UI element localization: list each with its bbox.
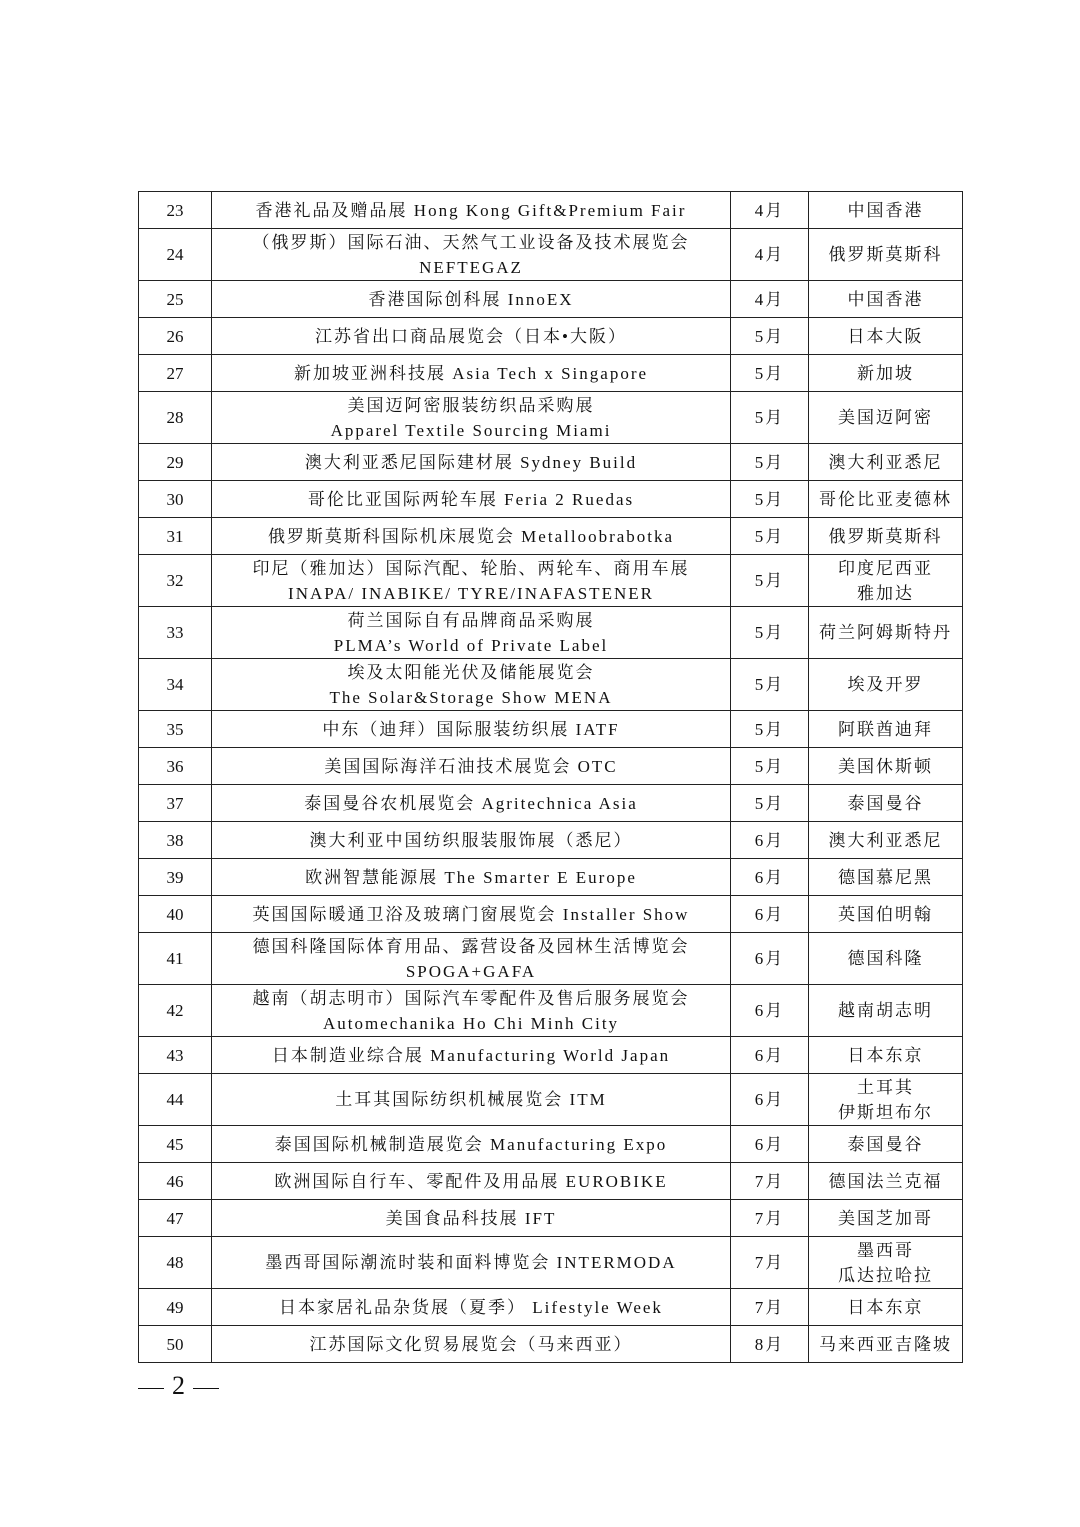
location-line: 澳大利亚悉尼 [828, 830, 943, 850]
table-row [139, 392, 963, 444]
exhibition-name-line: 土耳其国际纺织机械展览会 ITM [335, 1090, 607, 1109]
location-line: 英国伯明翰 [838, 904, 933, 924]
table-row [139, 896, 963, 933]
cell-location [809, 896, 963, 933]
exhibition-name-line: 日本家居礼品杂货展（夏季） Lifestyle Week [279, 1297, 663, 1317]
cell-number: 23 [139, 192, 212, 229]
cell-exhibition-name [212, 1289, 731, 1326]
cell-location [809, 822, 963, 859]
table-row [139, 748, 963, 785]
cell-month: 6月 [731, 933, 809, 985]
location-line: 哥伦比亚麦德林 [819, 489, 952, 509]
table-row [139, 1037, 963, 1074]
cell-month: 4月 [731, 192, 809, 229]
cell-exhibition-name [212, 933, 731, 985]
cell-exhibition-name [212, 1163, 731, 1200]
cell-month: 7月 [731, 1163, 809, 1200]
cell-location [809, 1074, 963, 1126]
page-number: 2 [172, 1371, 185, 1400]
table-row [139, 355, 963, 392]
table-row [139, 1074, 963, 1126]
cell-month: 6月 [731, 1126, 809, 1163]
location-line: 土耳其 [857, 1077, 914, 1097]
location-line: 泰国曼谷 [847, 1134, 924, 1154]
exhibition-name-line: 越南（胡志明市）国际汽车零配件及售后服务展览会 [252, 988, 690, 1008]
cell-month: 5月 [731, 518, 809, 555]
cell-location [809, 985, 963, 1037]
location-line: 日本大阪 [847, 326, 924, 346]
exhibition-name-line: 哥伦比亚国际两轮车展 Feria 2 Ruedas [307, 489, 635, 509]
location-line: 印度尼西亚 [838, 558, 933, 578]
cell-number: 36 [139, 748, 212, 785]
cell-exhibition-name [212, 659, 731, 711]
cell-location [809, 281, 963, 318]
table-row [139, 659, 963, 711]
exhibition-name-line: Apparel Textile Sourcing Miami [330, 420, 612, 440]
cell-exhibition-name [212, 748, 731, 785]
exhibition-name-line: 美国食品科技展 IFT [385, 1208, 557, 1228]
exhibition-name-line: 江苏国际文化贸易展览会（马来西亚） [309, 1334, 633, 1354]
exhibition-table [138, 191, 963, 1363]
cell-month: 5月 [731, 711, 809, 748]
cell-location [809, 785, 963, 822]
cell-number: 40 [139, 896, 212, 933]
cell-month: 5月 [731, 444, 809, 481]
cell-number: 44 [139, 1074, 212, 1126]
exhibition-name-line: 欧洲智慧能源展 The Smarter E Europe [305, 867, 637, 887]
table-row [139, 555, 963, 607]
table-row [139, 1200, 963, 1237]
cell-number: 33 [139, 607, 212, 659]
cell-number: 27 [139, 355, 212, 392]
cell-month: 5月 [731, 481, 809, 518]
cell-exhibition-name [212, 1037, 731, 1074]
cell-month: 4月 [731, 281, 809, 318]
cell-location [809, 659, 963, 711]
cell-month: 5月 [731, 355, 809, 392]
exhibition-name-line: 中东（迪拜）国际服装纺织展 IATF [322, 719, 620, 739]
exhibition-name-line: 美国迈阿密服装纺织品采购展 [347, 395, 595, 415]
cell-exhibition-name [212, 229, 731, 281]
cell-location [809, 555, 963, 607]
location-line: 瓜达拉哈拉 [838, 1265, 933, 1285]
cell-number: 38 [139, 822, 212, 859]
cell-location [809, 355, 963, 392]
exhibition-name-line: PLMA’s World of Private Label [333, 635, 609, 655]
cell-number: 32 [139, 555, 212, 607]
location-line: 日本东京 [847, 1045, 924, 1065]
exhibition-name-line: 澳大利亚悉尼国际建材展 Sydney Build [304, 452, 638, 472]
cell-month: 5月 [731, 555, 809, 607]
table-row [139, 1237, 963, 1289]
exhibition-name-line: The Solar&Storage Show MENA [329, 687, 613, 707]
cell-month: 5月 [731, 607, 809, 659]
cell-location [809, 518, 963, 555]
cell-location [809, 1237, 963, 1289]
cell-number: 24 [139, 229, 212, 281]
cell-number: 43 [139, 1037, 212, 1074]
cell-location [809, 318, 963, 355]
table-row [139, 859, 963, 896]
exhibition-name-line: 欧洲国际自行车、零配件及用品展 EUROBIKE [274, 1171, 668, 1191]
location-line: 美国休斯顿 [838, 756, 933, 776]
location-line: 德国慕尼黑 [838, 867, 933, 887]
location-line: 美国芝加哥 [838, 1208, 933, 1228]
exhibition-name-line: INAPA/ INABIKE/ TYRE/INAFASTENER [288, 583, 654, 603]
cell-location [809, 1126, 963, 1163]
table-row [139, 229, 963, 281]
cell-exhibition-name [212, 822, 731, 859]
location-line: 美国迈阿密 [838, 408, 933, 427]
cell-exhibition-name [212, 192, 731, 229]
footer-dash-right [193, 1388, 219, 1389]
cell-location [809, 229, 963, 281]
cell-month: 5月 [731, 318, 809, 355]
cell-month: 4月 [731, 229, 809, 281]
cell-month: 5月 [731, 748, 809, 785]
cell-location [809, 1200, 963, 1237]
page-footer [138, 1371, 227, 1401]
cell-number: 30 [139, 481, 212, 518]
cell-number: 31 [139, 518, 212, 555]
exhibition-name-line: 荷兰国际自有品牌商品采购展 [347, 610, 595, 630]
cell-number: 25 [139, 281, 212, 318]
exhibition-name-line: 英国国际暖通卫浴及玻璃门窗展览会 Installer Show [252, 904, 690, 924]
cell-number: 47 [139, 1200, 212, 1237]
cell-exhibition-name [212, 1126, 731, 1163]
location-line: 墨西哥 [857, 1240, 914, 1260]
cell-month: 6月 [731, 1037, 809, 1074]
exhibition-name-line: 俄罗斯莫斯科国际机床展览会 Metalloobrabotka [267, 526, 675, 546]
cell-exhibition-name [212, 711, 731, 748]
exhibition-name-line: 埃及太阳能光伏及储能展览会 [347, 662, 595, 682]
location-line: 日本东京 [847, 1297, 924, 1317]
location-line: 俄罗斯莫斯科 [828, 245, 943, 264]
cell-number: 37 [139, 785, 212, 822]
cell-number: 48 [139, 1237, 212, 1289]
cell-month: 7月 [731, 1200, 809, 1237]
exhibition-name-line: 江苏省出口商品展览会（日本•大阪） [315, 326, 627, 346]
cell-location [809, 748, 963, 785]
table-row [139, 933, 963, 985]
exhibition-name-line: （俄罗斯）国际石油、天然气工业设备及技术展览会 [252, 232, 690, 252]
location-line: 德国法兰克福 [828, 1171, 943, 1191]
location-line: 德国科隆 [847, 949, 924, 968]
location-line: 越南胡志明 [838, 1001, 933, 1020]
exhibition-name-line: 德国科隆国际体育用品、露营设备及园林生活博览会 [252, 936, 690, 956]
cell-exhibition-name [212, 1074, 731, 1126]
cell-location [809, 607, 963, 659]
table-row [139, 785, 963, 822]
exhibition-name-line: 日本制造业综合展 Manufacturing World Japan [271, 1045, 671, 1065]
location-line: 澳大利亚悉尼 [828, 452, 943, 472]
cell-location [809, 711, 963, 748]
cell-number: 45 [139, 1126, 212, 1163]
cell-month: 7月 [731, 1289, 809, 1326]
location-line: 埃及开罗 [847, 675, 924, 694]
cell-number: 49 [139, 1289, 212, 1326]
cell-number: 46 [139, 1163, 212, 1200]
cell-month: 6月 [731, 896, 809, 933]
cell-exhibition-name [212, 518, 731, 555]
cell-month: 6月 [731, 985, 809, 1037]
cell-exhibition-name [212, 607, 731, 659]
cell-exhibition-name [212, 281, 731, 318]
location-line: 中国香港 [847, 289, 924, 309]
exhibition-name-line: 澳大利亚中国纺织服装服饰展（悉尼） [309, 830, 633, 850]
table-row [139, 1163, 963, 1200]
cell-number: 28 [139, 392, 212, 444]
cell-month: 6月 [731, 859, 809, 896]
location-line: 伊斯坦布尔 [838, 1102, 933, 1122]
cell-location [809, 1037, 963, 1074]
cell-exhibition-name [212, 1200, 731, 1237]
cell-exhibition-name [212, 555, 731, 607]
cell-location [809, 933, 963, 985]
location-line: 雅加达 [857, 583, 914, 603]
cell-location [809, 1326, 963, 1363]
table-row [139, 318, 963, 355]
cell-exhibition-name [212, 392, 731, 444]
table-row [139, 607, 963, 659]
location-line: 荷兰阿姆斯特丹 [819, 623, 952, 642]
table-row [139, 281, 963, 318]
cell-number: 42 [139, 985, 212, 1037]
location-line: 新加坡 [857, 363, 914, 383]
table-row [139, 481, 963, 518]
cell-exhibition-name [212, 1237, 731, 1289]
cell-location [809, 392, 963, 444]
table-row [139, 1126, 963, 1163]
exhibition-name-line: Automechanika Ho Chi Minh City [322, 1013, 620, 1033]
cell-month: 8月 [731, 1326, 809, 1363]
cell-number: 29 [139, 444, 212, 481]
cell-location [809, 859, 963, 896]
table-row [139, 1289, 963, 1326]
cell-exhibition-name [212, 985, 731, 1037]
cell-number: 41 [139, 933, 212, 985]
location-line: 俄罗斯莫斯科 [828, 526, 943, 546]
cell-number: 35 [139, 711, 212, 748]
table-row [139, 985, 963, 1037]
cell-location [809, 192, 963, 229]
cell-location [809, 1289, 963, 1326]
cell-number: 34 [139, 659, 212, 711]
exhibition-name-line: SPOGA+GAFA [405, 961, 537, 981]
table-row [139, 822, 963, 859]
exhibition-name-line: 泰国国际机械制造展览会 Manufacturing Expo [274, 1134, 668, 1154]
exhibition-name-line: 印尼（雅加达）国际汽配、轮胎、两轮车、商用车展 [252, 558, 690, 578]
cell-month: 5月 [731, 659, 809, 711]
cell-exhibition-name [212, 318, 731, 355]
exhibition-name-line: 香港国际创科展 InnoEX [368, 289, 574, 309]
cell-location [809, 1163, 963, 1200]
table-row [139, 1326, 963, 1363]
table-row [139, 444, 963, 481]
exhibition-name-line: 香港礼品及赠品展 Hong Kong Gift&Premium Fair [255, 200, 687, 220]
location-line: 阿联酋迪拜 [838, 719, 933, 739]
cell-number: 50 [139, 1326, 212, 1363]
cell-location [809, 444, 963, 481]
cell-month: 5月 [731, 785, 809, 822]
cell-exhibition-name [212, 1326, 731, 1363]
cell-location [809, 481, 963, 518]
cell-exhibition-name [212, 896, 731, 933]
exhibition-name-line: 新加坡亚洲科技展 Asia Tech x Singapore [293, 363, 649, 383]
table-row [139, 192, 963, 229]
cell-exhibition-name [212, 481, 731, 518]
table-row [139, 518, 963, 555]
table-row [139, 711, 963, 748]
cell-exhibition-name [212, 859, 731, 896]
exhibition-name-line: 美国国际海洋石油技术展览会 OTC [324, 756, 618, 776]
cell-month: 5月 [731, 392, 809, 444]
exhibition-name-line: 墨西哥国际潮流时装和面料博览会 INTERMODA [265, 1253, 677, 1272]
cell-exhibition-name [212, 785, 731, 822]
footer-dash-left [138, 1388, 164, 1389]
location-line: 中国香港 [847, 200, 924, 220]
exhibition-table-body [139, 192, 963, 1363]
exhibition-name-line: 泰国曼谷农机展览会 Agritechnica Asia [304, 793, 638, 813]
location-line: 马来西亚吉隆坡 [819, 1334, 952, 1354]
location-line: 泰国曼谷 [847, 793, 924, 813]
exhibition-name-line: NEFTEGAZ [419, 257, 523, 277]
cell-number: 26 [139, 318, 212, 355]
cell-exhibition-name [212, 444, 731, 481]
cell-month: 6月 [731, 1074, 809, 1126]
cell-exhibition-name [212, 355, 731, 392]
cell-month: 6月 [731, 822, 809, 859]
cell-month: 7月 [731, 1237, 809, 1289]
cell-number: 39 [139, 859, 212, 896]
